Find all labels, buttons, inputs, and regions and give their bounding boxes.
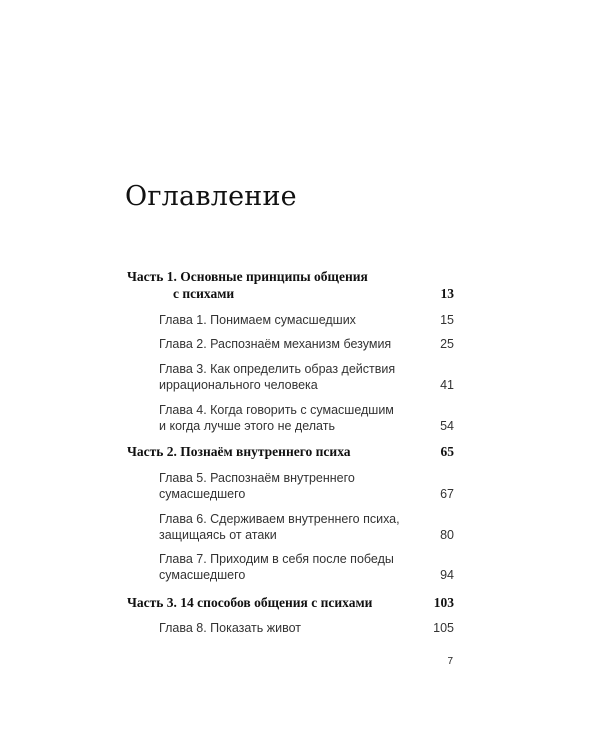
toc-part-3-page: 103 [433, 595, 454, 610]
toc-part-1-title-cont: с психами [173, 286, 235, 301]
toc-chapter-1-title: Глава 1. Понимаем сумасшедших [159, 313, 356, 327]
toc-chapter-8-title: Глава 8. Показать живот [159, 621, 301, 635]
toc-part-1[interactable] [127, 268, 454, 302]
toc-chapter-6-page: 80 [440, 528, 454, 542]
toc-part-3-title: Часть 3. 14 способов общения с психами [127, 595, 373, 610]
toc-chapter-7-title-cont: сумасшедшего [159, 568, 246, 582]
toc-chapter-4[interactable] [127, 402, 454, 434]
toc-chapter-2-page: 25 [440, 337, 454, 351]
toc-chapter-1[interactable] [127, 312, 454, 328]
toc-chapter-5[interactable] [127, 470, 454, 502]
toc-chapter-7-page: 94 [440, 568, 454, 582]
toc-chapter-8-page: 105 [433, 621, 454, 635]
toc-part-1-page: 13 [440, 286, 454, 301]
toc-chapter-3-title: Глава 3. Как определить образ действия [159, 362, 396, 376]
toc-chapter-5-title-cont: сумасшедшего [159, 487, 246, 501]
page-title: Оглавление [125, 181, 297, 213]
toc-chapter-8[interactable] [127, 620, 454, 636]
toc-chapter-6-title: Глава 6. Сдерживаем внутреннего психа, [159, 512, 400, 526]
toc-chapter-5-page: 67 [440, 487, 454, 501]
toc-part-2-title: Часть 2. Познаём внутреннего психа [127, 444, 351, 459]
toc-chapter-6[interactable] [127, 511, 454, 543]
toc-chapter-3[interactable] [127, 361, 454, 393]
toc-chapter-4-title-cont: и когда лучше этого не делать [159, 419, 335, 433]
toc-part-2-page: 65 [440, 444, 454, 459]
toc-chapter-7[interactable] [127, 551, 454, 583]
toc-chapter-1-page: 15 [440, 313, 454, 327]
toc-chapter-4-page: 54 [440, 419, 454, 433]
toc-chapter-3-title-cont: иррационального человека [159, 378, 318, 392]
toc-part-2[interactable] [127, 443, 454, 460]
page-number: 7 [447, 656, 453, 667]
toc-chapter-2[interactable] [127, 336, 454, 352]
toc-part-3[interactable] [127, 594, 454, 611]
toc-chapter-7-title: Глава 7. Приходим в себя после победы [159, 552, 394, 566]
toc-chapter-5-title: Глава 5. Распознаём внутреннего [159, 471, 355, 485]
toc-chapter-2-title: Глава 2. Распознаём механизм безумия [159, 337, 392, 351]
toc-chapter-6-title-cont: защищаясь от атаки [159, 528, 277, 542]
toc-chapter-3-page: 41 [440, 378, 454, 392]
toc-part-1-title: Часть 1. Основные принципы общения [127, 269, 368, 284]
toc-chapter-4-title: Глава 4. Когда говорить с сумасшедшим [159, 403, 394, 417]
